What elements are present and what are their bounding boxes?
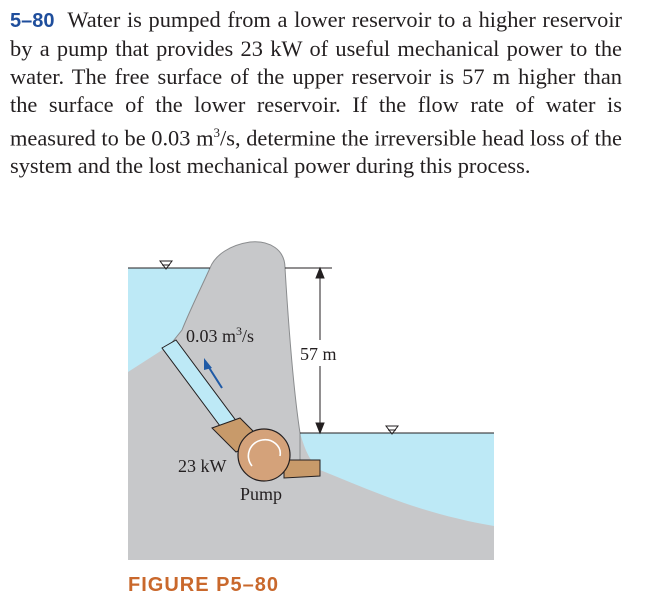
pump-body	[238, 429, 290, 481]
problem-text-part2: /s, determine the irreversible head loss of the system and the lost mechanical power during this process.	[10, 125, 622, 179]
flow-rate-label: 0.03 $m^3/s$	[186, 324, 255, 346]
pump-label: Pump	[240, 484, 283, 504]
problem-text-part1: Water is pumped from a lower reservoir to a higher reservoir by a pump that provides 23 kW of useful mechanical power to the water. The free surface of the upper reservoir is 57 m higher than the surface of the lower reservoir. If the flow rate of water is measured to be 0.03 m	[10, 7, 623, 151]
problem-number: 5–80	[10, 10, 55, 32]
power-label: 23 kW	[178, 456, 227, 476]
height-label: 57 m	[300, 344, 337, 364]
figure-caption: FIGURE P5–80	[128, 574, 279, 596]
problem-units-superscript: 3	[213, 125, 221, 140]
